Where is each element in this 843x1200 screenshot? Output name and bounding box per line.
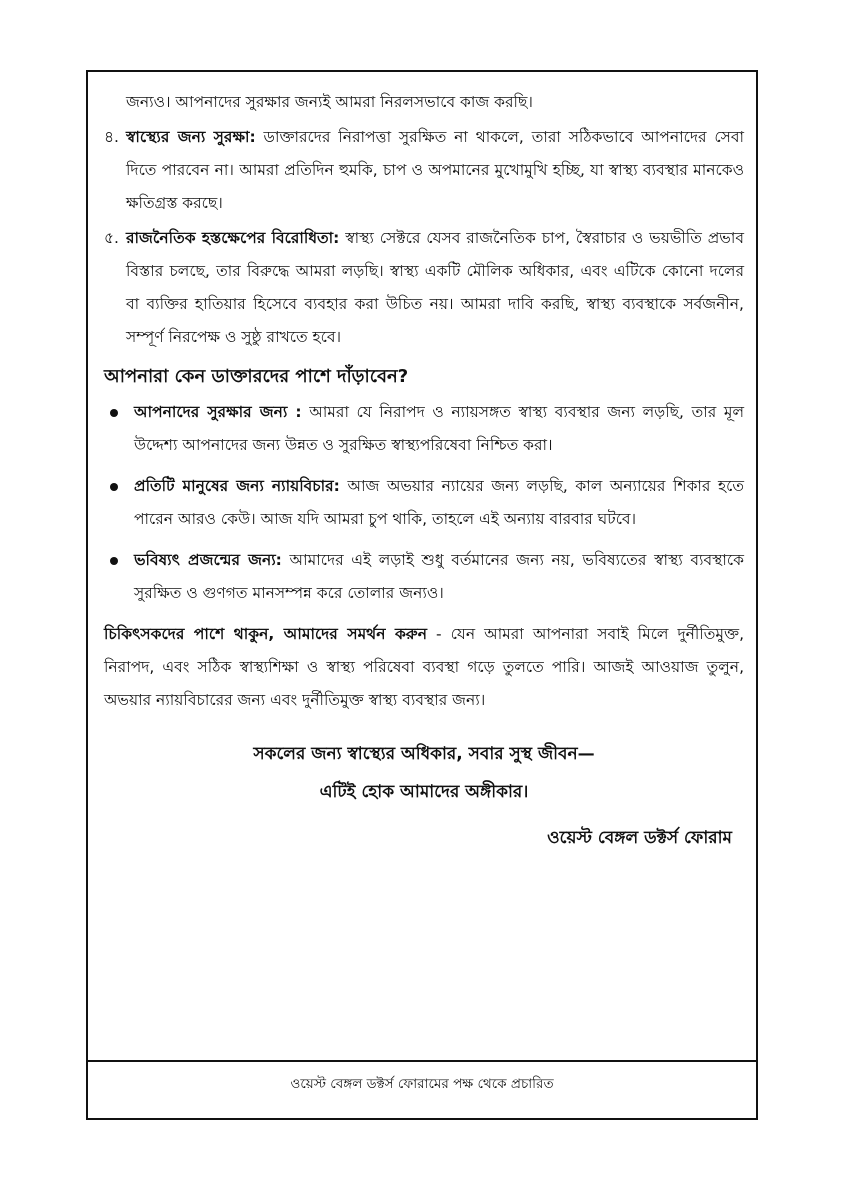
intro-continuation: জন্যও। আপনাদের সুরক্ষার জন্যই আমরা নিরলসভাবে কাজ করছি। [126,93,533,111]
bullet-heading: ভবিষ্যৎ প্রজন্মের জন্য: [134,551,282,569]
closing-heading: চিকিৎসকদের পাশে থাকুন, আমাদের সমর্থন করুন [104,625,427,643]
item-text: স্বাস্থ্য সেক্টরে যেসব রাজনৈতিক চাপ, স্বৈরাচার ও ভয়ভীতি প্রভাব বিস্তার চলছে, তার বিরুদ্ধে আমরা লড়ছি। স্বাস্থ্য একটি মৌলিক অধিকার, এবং এটিকে কোনো দলের বা ব্যক্তির হাতিয়ার হিসেবে ব্যবহার করা উচিত নয়। আমরা দাবি করছি, স্বাস্থ্য ব্যবস্থাকে সর্বজনীন, সম্পূর্ণ নিরপেক্ষ ও সুষ্ঠু রাখতে হবে। [126,229,744,346]
item-heading: রাজনৈতিক হস্তক্ষেপের বিরোধিতা: [126,229,340,247]
bullet-item [104,470,744,536]
bullet-icon [104,470,134,536]
item-text: ডাক্তারদের নিরাপত্তা সুরক্ষিত না থাকলে, তারা সঠিকভাবে আপনাদের সেবা দিতে পারবেন না। আমরা প্রতিদিন হুমকি, চাপ ও অপমানের মুখোমুখি হচ্ছি, যা স্বাস্থ্য ব্যবস্থার মানকেও ক্ষতিগ্রস্ত করছে। [126,128,744,212]
bullet-body [134,544,744,610]
bullet-text: আজ অভয়ার ন্যায়ের জন্য লড়ছি, কাল অন্যায়ের শিকার হতে পারেন আরও কেউ। আজ যদি আমরা চুপ থাকি, তাহলে এই অন্যায় বারবার ঘটবে। [134,477,744,528]
bullet-heading: আপনাদের সুরক্ষার জন্য : [134,403,302,421]
item-heading: স্বাস্থ্যের জন্য সুরক্ষা: [126,128,256,146]
leaflet-content [104,86,744,857]
bullet-body [134,470,744,536]
bullet-item [104,396,744,462]
bullet-icon [104,544,134,610]
item-body [126,222,744,354]
bullet-text: আমাদের এই লড়াই শুধু বর্তমানের জন্য নয়, ভবিষ্যতের স্বাস্থ্য ব্যবস্থাকে সুরক্ষিত ও গুণগত মানসম্পন্ন করে তোলার জন্যও। [134,551,744,602]
item-body [126,121,744,220]
section-heading: আপনারা কেন ডাক্তারদের পাশে দাঁড়াবেন? [104,366,409,387]
bullet-heading: প্রতিটি মানুষের জন্য ন্যায়বিচার: [134,477,340,495]
footer-text: ওয়েস্ট বেঙ্গল ডক্টর্স ফোরামের পক্ষ থেকে প্রচারিত [290,1076,554,1092]
signature: ওয়েস্ট বেঙ্গল ডক্টর্স ফোরাম [547,828,732,848]
slogan [104,735,744,811]
bullet-icon [104,396,134,462]
numbered-item-5 [104,222,744,354]
slogan-line-1: সকলের জন্য স্বাস্থ্যের অধিকার, সবার সুস্থ জীবন— [253,744,595,764]
closing-text: - যেন আমরা আপনারা সবাই মিলে দুর্নীতিমুক্ত, নিরাপদ, এবং সঠিক স্বাস্থ্যশিক্ষা ও স্বাস্থ্য পরিষেবা ব্যবস্থা গড়ে তুলতে পারি। আজই আওয়াজ তুলুন, অভয়ার ন্যায়বিচারের জন্য এবং দুর্নীতিমুক্ত স্বাস্থ্য ব্যবস্থার জন্য। [104,625,744,709]
footer-divider [88,1060,756,1062]
item-number: ৪. [104,128,119,146]
slogan-line-2: এটিই হোক আমাদের অঙ্গীকার। [319,782,529,802]
numbered-item-4 [104,121,744,220]
bullet-item [104,544,744,610]
item-number: ৫. [104,229,119,247]
closing-paragraph [104,618,744,717]
bullet-text: আমরা যে নিরাপদ ও ন্যায়সঙ্গত স্বাস্থ্য ব্যবস্থার জন্য লড়ছি, তার মূল উদ্দেশ্য আপনাদের জন্য উন্নত ও সুরক্ষিত স্বাস্থ্যপরিষেবা নিশ্চিত করা। [134,403,744,454]
leaflet-frame [86,70,758,1120]
bullet-body [134,396,744,462]
